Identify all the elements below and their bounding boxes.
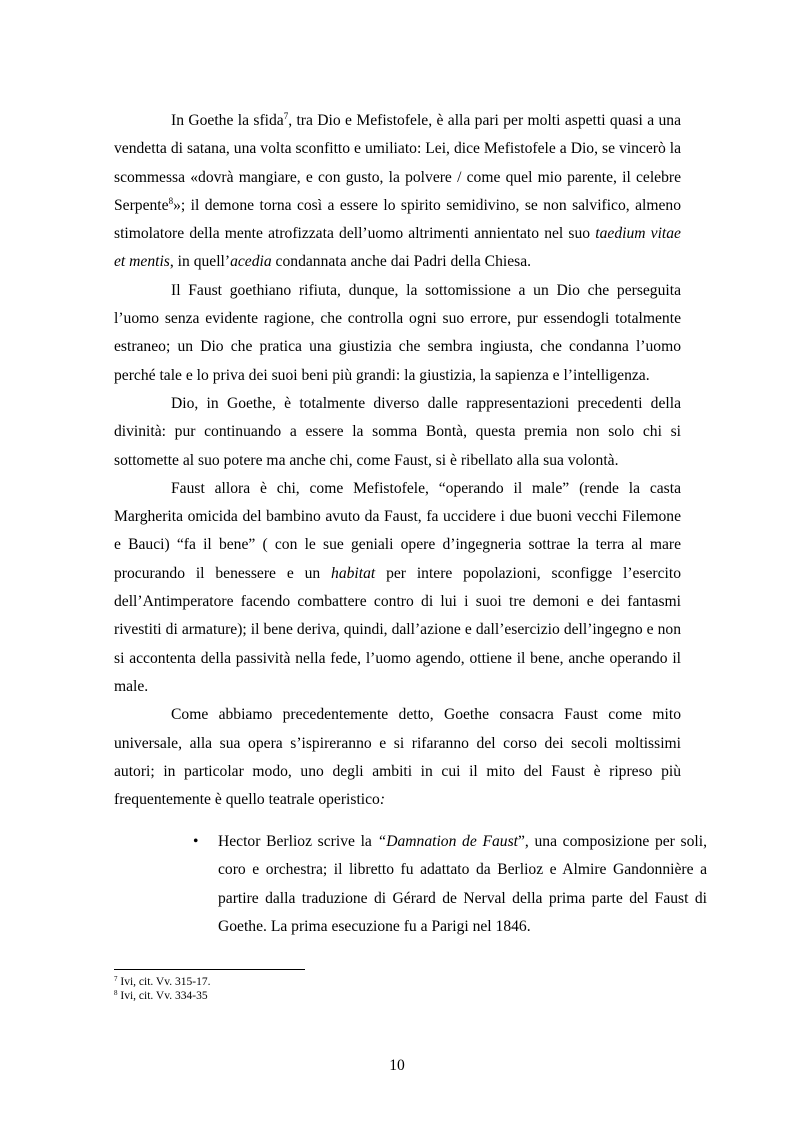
paragraph-5: [114, 701, 681, 814]
p1-text: In Goethe la sfida: [171, 112, 284, 129]
footnotes: [114, 976, 210, 1003]
p4-text: Faust allora è chi, come Mefistofele, “operando il male” (rende la casta Margherita omicida del bambino avuto da Faust, fa uccidere i due buoni vecchi Filemone e Bauci) “fa il bene” ( con le sue geniali opere d’ingegneria sottrae la terra al mare procurando il benessere e un: [114, 479, 681, 582]
bullet-text: Hector Berlioz scrive la: [218, 833, 378, 850]
footnote-number: 8: [114, 988, 118, 997]
footnote-text: Ivi, cit. Vv. 315-17.: [117, 976, 211, 988]
paragraph-3: Dio, in Goethe, è totalmente diverso dalle rappresentazioni precedenti della divinità: pur continuando a essere la somma Bontà, questa premia non solo chi si sottomette al suo potere ma anche chi, come Faust, si è ribellato alla sua volontà.: [114, 394, 681, 469]
page-number: 10: [389, 1057, 405, 1074]
paragraph-2: Il Faust goethiano rifiuta, dunque, la sottomissione a un Dio che perseguita l’uomo senza evidente ragione, che controlla ogni suo errore, pur essendogli totalmente estraneo; un Dio che pratica una giustizia che sembra ingiusta, che condanna l’uomo perché tale e lo priva dei suoi beni più grandi: la giustizia, la sapienza e l’intelligenza.: [114, 281, 681, 384]
footnote-divider: [114, 969, 305, 970]
footnote-7: [114, 976, 210, 990]
paragraph-1: [114, 107, 681, 277]
p4-italic-habitat: habitat: [331, 564, 376, 582]
footnote-ref-8[interactable]: 8: [168, 195, 174, 206]
p1-text: , in quell’: [169, 253, 231, 271]
body-text: [114, 107, 681, 814]
p5-text: Come abbiamo precedentemente detto, Goethe consacra Faust come mito universale, alla sua opera s’ispireranno e si rifaranno del corso dei secoli moltissimi autori; in particolar modo, uno degli ambiti in cui il mito del Faust è ripreso più frequentemente è quello teatrale operistico: [114, 706, 681, 809]
bullet-italic-title: “Damnation de Faust: [377, 833, 518, 850]
p1-italic: : Lei, dice Mefistofele a Dio, se vincerò la scommessa «dovrà mangiare, e con gusto, la polvere / come quel mio parente, il celebre Serpente: [114, 140, 681, 214]
p1-text: , tra Dio e Mefistofele, è alla pari per molti aspetti quasi a una vendetta di satana, una volta sconfitto e umiliato: [114, 112, 681, 158]
footnote-ref-7[interactable]: 7: [283, 111, 289, 121]
bullet-icon: •: [193, 833, 199, 850]
p1-text: »; il demone torna così a essere lo spirito semidivino, se non salvifico, almeno stimolatore della mente atrofizzata dell’uomo altrimenti annientato nel suo: [114, 196, 681, 243]
bullet-item-berlioz: [193, 828, 707, 941]
footnote-8: [114, 990, 210, 1004]
p1-text: condannata anche dai Padri della Chiesa.: [271, 253, 532, 271]
p1-italic-acedia: acedia: [230, 253, 272, 271]
footnote-text: Ivi, cit. Vv. 334-35: [117, 989, 208, 1002]
bullet-text: ”, una composizione per soli, coro e orchestra; il libretto fu adattato da Berlioz e Almire Gandonnière a partire dalla traduzione di Gérard de Nerval della prima parte del Faust di Goethe. La prima esecuzione fu a Parigi nel 1846.: [218, 833, 707, 935]
p5-colon: :: [379, 791, 386, 809]
p4-text: per intere popolazioni, sconfigge l’esercito dell’Antimperatore facendo combattere contro di lui i suoi tre demoni e dei fantasmi rivestiti di armature); il bene deriva, quindi, dall’azione e dall’esercizio dell’ingegno e non si accontenta della passività nella fede, l’uomo agendo, ottiene il bene, anche operando il male.: [114, 564, 682, 695]
p1-italic-taedium: taedium vitae et mentis: [114, 225, 681, 271]
footnote-number: 7: [114, 975, 118, 983]
paragraph-4: [114, 475, 681, 701]
